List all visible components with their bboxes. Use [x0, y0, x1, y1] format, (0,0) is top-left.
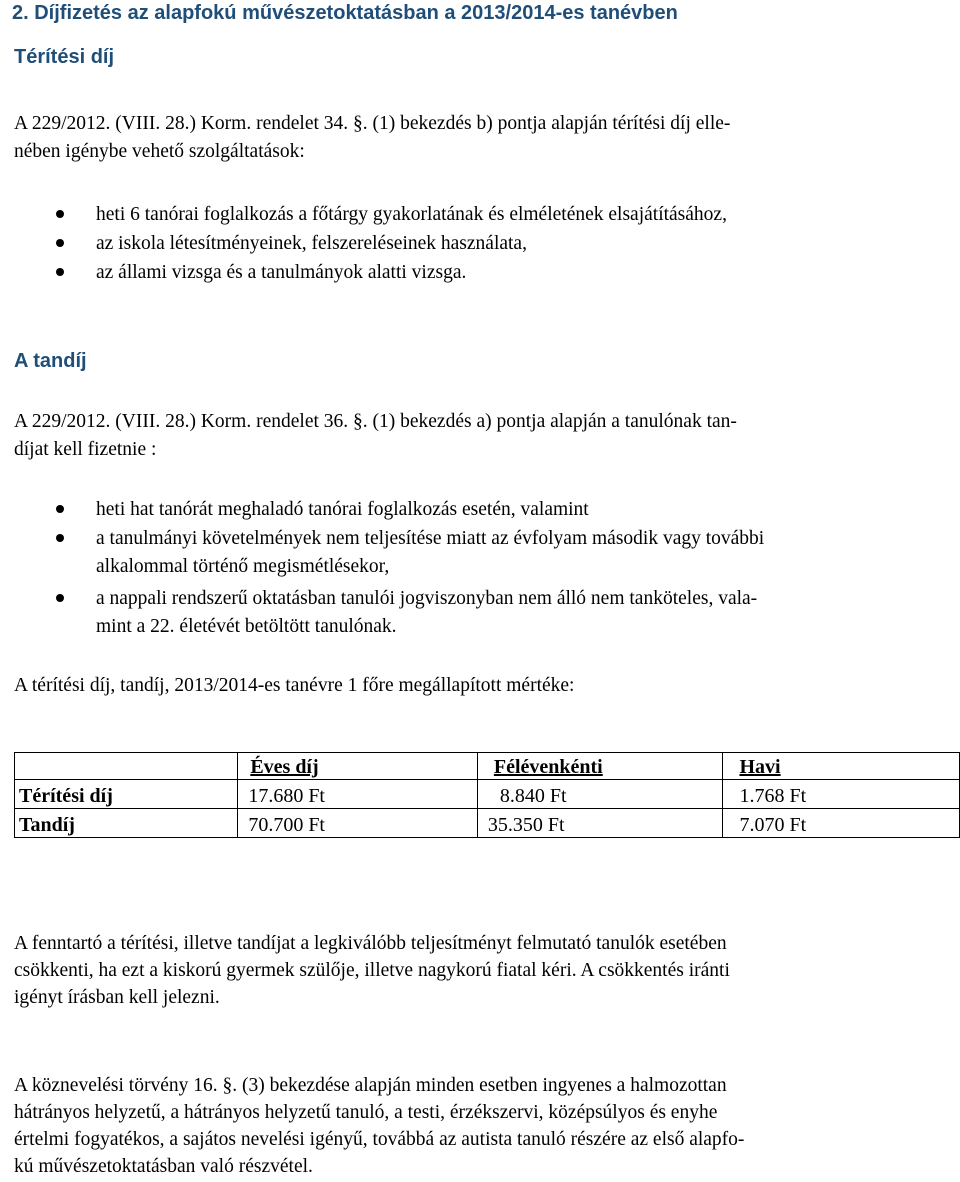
list-item-text: az iskola létesítményeinek, felszereléseinek használata,: [96, 233, 527, 254]
table-header-row: [15, 753, 960, 780]
table-cell: 70.700 Ft: [238, 809, 478, 838]
bullet-icon: [56, 239, 64, 247]
table-header-cell: Félévenkénti: [477, 753, 723, 780]
list-item-text: a nappali rendszerű oktatásban tanulói jogviszonyban nem álló nem tanköteles, vala-: [96, 588, 758, 609]
exemption-line-2: hátrányos helyzetű, a hátrányos helyzetű tanuló, a testi, érzékszervi, középsúlyos és enyhe: [14, 1102, 718, 1123]
list-item-text: heti 6 tanórai foglalkozás a főtárgy gyakorlatának és elméletének elsajátításához,: [96, 204, 727, 225]
reduction-line-1: A fenntartó a térítési, illetve tandíjat a legkiválóbb teljesítményt felmutató tanulók esetében: [14, 933, 727, 954]
table-cell: Térítési díj: [15, 780, 238, 809]
list-item-text: heti hat tanórát meghaladó tanórai foglalkozás esetén, valamint: [96, 499, 589, 520]
table-cell: 17.680 Ft: [238, 780, 478, 809]
exemption-line-4: kú művészetoktatásban való részvétel.: [14, 1156, 313, 1177]
section-title: 2. Díjfizetés az alapfokú művészetoktatásban a 2013/2014-es tanévben: [12, 2, 678, 24]
table-header-cell: [15, 753, 238, 780]
table-row: [15, 809, 960, 838]
terites-paragraph-line-2: nében igénybe vehető szolgáltatások:: [14, 141, 305, 162]
reduction-line-3: igényt írásban kell jelezni.: [14, 987, 220, 1008]
list-item-text: az állami vizsga és a tanulmányok alatti vizsga.: [96, 262, 467, 283]
bullet-icon: [56, 268, 64, 276]
list-item-text: a tanulmányi követelmények nem teljesítése miatt az évfolyam második vagy további: [96, 528, 765, 549]
reduction-line-2: csökkenti, ha ezt a kiskorú gyermek szülője, illetve nagykorú fiatal kéri. A csökkentés iránti: [14, 960, 730, 981]
subtitle-tandij: A tandíj: [14, 350, 87, 372]
subtitle-terites: Térítési díj: [14, 46, 115, 68]
bullet-icon: [56, 594, 64, 602]
table-row: [15, 780, 960, 809]
fees-table: [14, 752, 960, 838]
exemption-line-1: A köznevelési törvény 16. §. (3) bekezdése alapján minden esetben ingyenes a halmozottan: [14, 1075, 727, 1096]
exemption-line-3: értelmi fogyatékos, a sajátos nevelési igényű, továbbá az autista tanuló részére az első alapfo-: [14, 1129, 745, 1150]
tandij-paragraph-line-2: díjat kell fizetnie :: [14, 439, 157, 460]
bullet-icon: [56, 505, 64, 513]
tandij-paragraph-line-1: A 229/2012. (VIII. 28.) Korm. rendelet 36. §. (1) bekezdés a) pontja alapján a tanulónak tan-: [14, 411, 737, 432]
table-cell: 1.768 Ft: [723, 780, 960, 809]
bullet-icon: [56, 210, 64, 218]
terites-paragraph-line-1: A 229/2012. (VIII. 28.) Korm. rendelet 34. §. (1) bekezdés b) pontja alapján térítési díj elle-: [14, 113, 731, 134]
list-item-text-continued: mint a 22. életévét betöltött tanulónak.: [96, 616, 397, 637]
table-header-cell: Havi: [723, 753, 960, 780]
table-cell: 7.070 Ft: [723, 809, 960, 838]
list-item-text-continued: alkalommal történő megismétlésekor,: [96, 556, 390, 577]
table-cell: 8.840 Ft: [477, 780, 723, 809]
table-cell: 35.350 Ft: [477, 809, 723, 838]
table-cell: Tandíj: [15, 809, 238, 838]
fees-intro: A térítési díj, tandíj, 2013/2014-es tanévre 1 főre megállapított mértéke:: [14, 675, 575, 696]
table-header-cell: Éves díj: [238, 753, 478, 780]
bullet-icon: [56, 534, 64, 542]
